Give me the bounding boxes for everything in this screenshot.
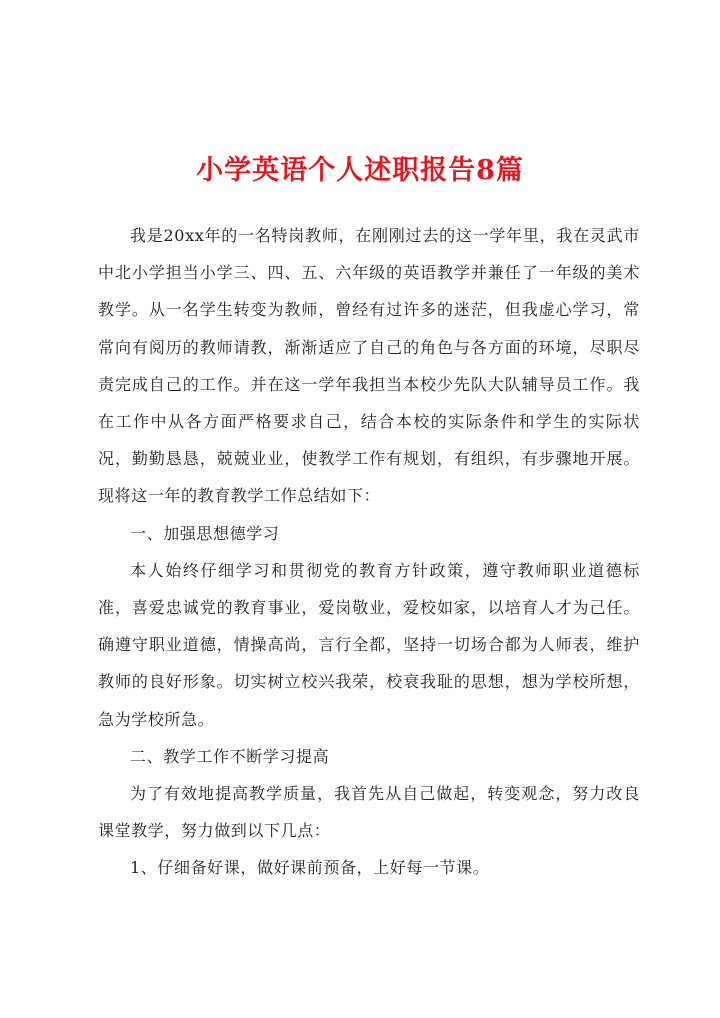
document-title: 小学英语个人述职报告8篇	[196, 155, 524, 186]
section-2-paragraph: 为了有效地提高教学质量，我首先从自己做起，转变观念，努力改良课堂教学，努力做到以下几点：	[98, 784, 640, 841]
section-heading-2: 二、教学工作不断学习提高	[130, 746, 330, 766]
section-heading-1: 一、加强思想德学习	[130, 523, 280, 543]
section-1-paragraph: 本人始终仔细学习和贯彻党的教育方针政策，遵守教师职业道德标准，喜爱忠诚党的教育事业，爱岗敬业，爱校如家，以培育人才为己任。确遵守职业道德，情操高尚，言行全都，坚持一切场合都为人师表，维护教师的良好形象。切实树立校兴我荣，校衰我耻的思想，想为学校所想，急为学校所急。	[98, 560, 640, 729]
document-body	[98, 217, 640, 887]
list-item-1: 1、仔细备好课，做好课前预备，上好每一节课。	[130, 858, 490, 878]
intro-paragraph: 我是20xx年的一名特岗教师，在刚刚过去的这一学年里，我在灵武市中北小学担当小学三、四、五、六年级的英语教学并兼任了一年级的美术教学。从一名学生转变为教师，曾经有过许多的迷茫，但我虚心学习，常常向有阅历的教师请教，渐渐适应了自己的角色与各方面的环境，尽职尽责完成自己的工作。并在这一学年我担当本校少先队大队辅导员工作。我在工作中从各方面严格要求自己，结合本校的实际条件和学生的实际状况，勤勤恳恳，兢兢业业，使教学工作有规划，有组织，有步骤地开展。现将这一年的教育教学工作总结如下：	[98, 226, 640, 506]
